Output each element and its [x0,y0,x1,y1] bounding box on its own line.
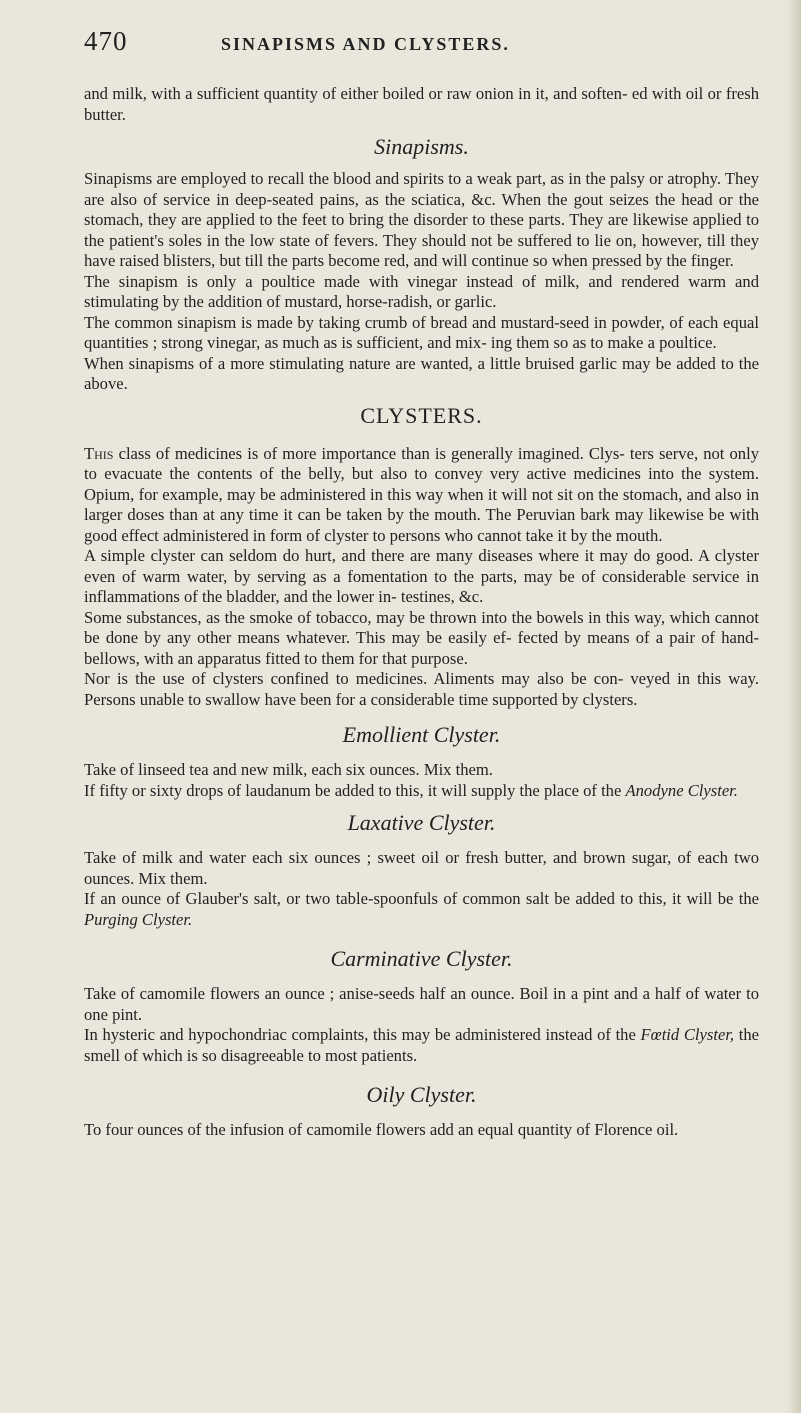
page-edge-shadow [787,0,801,1413]
heading-clysters: CLYSTERS. [360,402,483,428]
paragraph: Sinapisms are employed to recall the blood and spirits to a weak part, as in the palsy or atrophy. They are also of service in deep-seated pains, as the sciatica, &c. When the gout seizes the head or the stomach, they are applied to the feet to bring the disorder to these parts. They are likewise applied to the patient's soles in the low state of fevers. They should not be suffered to lie on, however, till they have raised blisters, but till the parts become red, and will continue so when pressed by the finger. [84,169,759,270]
italic-term: Fœtid Clyster, [640,1025,735,1044]
heading-sinapisms: Sinapisms. [374,134,469,159]
paragraph: To four ounces of the infusion of camomile flowers add an equal quantity of Florence oil. [84,1120,679,1139]
paragraph [84,1025,759,1066]
heading-laxative-clyster: Laxative Clyster. [347,810,496,835]
paragraph: and milk, with a sufficient quantity of either boiled or raw onion in it, and soften- ed with oil or fresh butter. [84,84,759,124]
italic-term: Anodyne Clyster. [625,780,738,800]
paragraph-text: If fifty or sixty drops of laudanum be added to this, it will supply the place of the [84,780,626,800]
heading-emollient-clyster: Emollient Clyster. [342,722,501,747]
paragraph-text: class of medicines is of more importance than is generally imagined. Clys- ters serve, not only to evacuate the contents of the belly, but also to convey very active medicines into the system. Opium, for example, may be administered in this way when it will not sit on the stomach, and also in larger doses than at any time it can be taken by the mouth. The Peruvian bark may likewise be with good effect administered in form of clyster to persons who cannot take it by the mouth. [84,443,759,545]
page-number: 470 [84,26,128,56]
paragraph: A simple clyster can seldom do hurt, and there are many diseases where it may do good. A clyster even of warm water, by serving as a fomentation to the parts, may be of considerable service in inflammations of the bladder, and the lower in- testines, &c. [84,546,759,606]
paragraph [84,889,759,930]
paragraph: The common sinapism is made by taking crumb of bread and mustard-seed in powder, of each equal quantities ; strong vinegar, as much as is sufficient, and mix- ing them so as to make a poultice. [84,312,759,352]
heading-oily-clyster: Oily Clyster. [366,1082,477,1107]
paragraph: Some substances, as the smoke of tobacco, may be thrown into the bowels in this way, which cannot be done by any other means whatever. This may be easily ef- fected by means of a pair of hand-bellows, with an apparatus fitted to them for that purpose. [84,607,759,668]
paragraph: The sinapism is only a poultice made with vinegar instead of milk, and rendered warm and stimulating by the addition of mustard, horse-radish, or garlic. [84,271,759,311]
paragraph: Take of linseed tea and new milk, each six ounces. Mix them. [84,760,493,779]
running-head: SINAPISMS AND CLYSTERS. [221,34,510,54]
paragraph-text: In hysteric and hypochondriac complaints, this may be administered instead of the [84,1025,641,1044]
paragraph: Take of camomile flowers an ounce ; anise-seeds half an ounce. Boil in a pint and a half of water to one pint. [84,984,759,1024]
paragraph: Take of milk and water each six ounces ; sweet oil or fresh butter, and brown sugar, of each two ounces. Mix them. [84,848,759,888]
paragraph: Nor is the use of clysters confined to medicines. Aliments may also be con- veyed in this way. Persons unable to swallow have been for a considerable time supported by clysters. [84,669,759,709]
paragraph-text: If an ounce of Glauber's salt, or two table-spoonfuls of common salt be added to this, it will be the [84,889,759,908]
paragraph: When sinapisms of a more stimulating nature are wanted, a little bruised garlic may be added to the above. [84,353,759,393]
italic-term: Purging Clyster. [84,909,193,929]
drop-word: This [84,443,114,463]
paragraph-text: the smell of which is so disagreeable to most patients. [84,1025,759,1065]
paragraph [84,781,759,802]
paragraph [84,444,759,547]
page-header [84,26,764,66]
page-body [84,84,759,1141]
heading-carminative-clyster: Carminative Clyster. [330,946,513,971]
